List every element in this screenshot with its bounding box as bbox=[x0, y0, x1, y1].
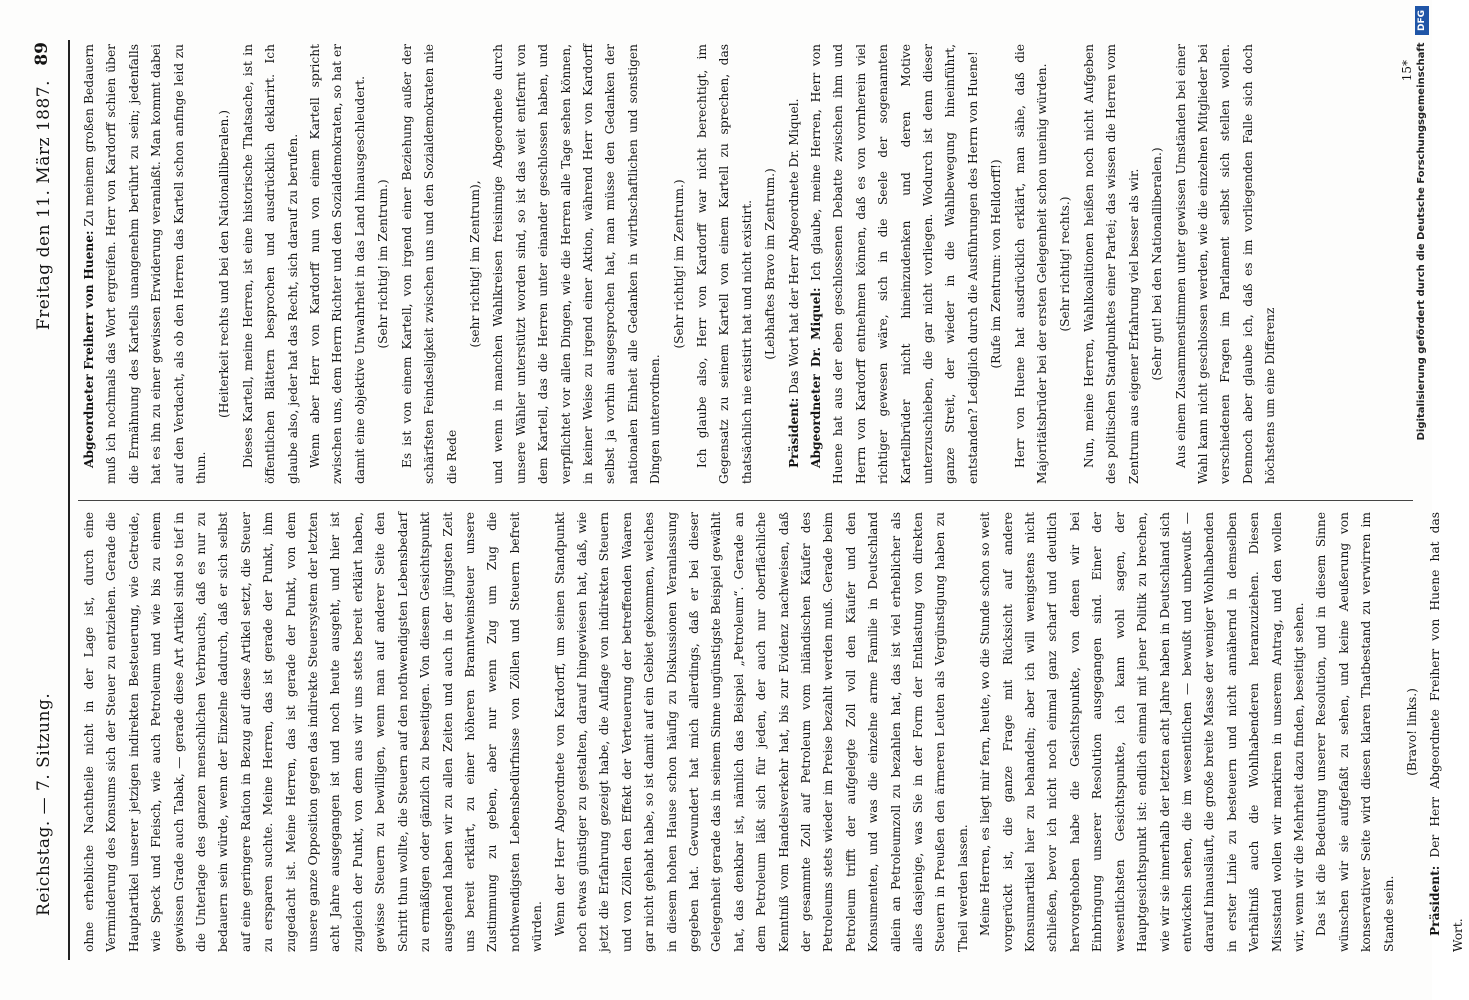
speaker-name: Präsident: bbox=[1428, 865, 1443, 936]
interjection bbox=[464, 44, 486, 484]
paragraph bbox=[396, 44, 463, 484]
digitization-credit bbox=[1412, 6, 1432, 994]
paragraph-text: Wenn aber Herr von Kardorff nun von einem Kartell spricht zwischen uns, dem Herrn Richter und den Sozialdemokraten, so hat er damit eine objektive Unwahrheit in das Land hinausgeschleudert. bbox=[308, 44, 367, 484]
signature-mark: 15* bbox=[1400, 60, 1414, 82]
interjection bbox=[985, 44, 1007, 484]
header-date: Freitag den 11. März 1887. bbox=[34, 80, 54, 331]
paragraph-text: Zu meinem großen Bedauern muß ich nochmals das Wort ergreifen. Herr von Kardorff schien über die Ermähnung des Kartells unangenehm berührt zu sein; jedenfalls hat es ihn zu einer gewissen Erwiderung veranlaßt. Man kommt dabei auf den Verdacht, als ob den Herren das Kartell schon anfinge leid zu thun. bbox=[82, 43, 209, 484]
left-column bbox=[78, 511, 1465, 952]
paragraph-text: Das ist die Bedeutung unserer Resolution, und in diesem Sinne wünschen wir sie aufgefaßt zu sehen, und keine Aeußerung von konservativer Seite wird diesen klaren Thatbestand zu verwirren im Stande sein. bbox=[1314, 512, 1396, 952]
credit-text: Digitalisierung gefördert durch die Deutsche Forschungsgemeinschaft bbox=[1416, 42, 1427, 441]
interjection bbox=[668, 44, 690, 484]
paragraph-text: (Sehr gut! bei den Nationalliberalen.) bbox=[1150, 147, 1165, 381]
paragraph-text: Der Herr Abgeordnete Freiherr von Huene hat das Wort. bbox=[1428, 512, 1465, 952]
interjection bbox=[1146, 44, 1168, 484]
paragraph bbox=[487, 44, 666, 484]
interjection bbox=[213, 44, 235, 484]
paragraph-text: Wenn der Herr Abgeordnete von Kardorff, um seinen Standpunkt noch etwas günstiger zu gestalten, darauf hingewiesen hat, daß, wie jetzt die Erfahrung gezeigt habe, die Auflage von indirekten Steuern und von Zöllen den Effekt der Verteuerung der betreffenden Waaren gar nicht gehabt habe, so ist damit auf ein Gebiet gekommen, welches in diesem hohen Hause schon häufig zu Diskussionen Veranlassung gegeben hat. Gewundert hat mich allerdings, daß er bei dieser Gelegenheit gerade das in seinem Sinne ungünstigste Beispiel gewählt hat, das denkbar ist, nämlich das Beispiel „Petroleum“. Gerade an dem Petroleum läßt sich für jeden, der auch nur oberflächliche Kenntniß vom Handelsverkehr hat, bis zur Evidenz nachweisen, daß der gesammte Zoll auf Petroleum vom inländischen Käufer des Petroleums stets wieder im Preise bezahlt werden muß. Gerade beim Petroleum trifft der aufgelegte Zoll voll den Käufer und den Konsumenten, und was die einzelne arme Familie in Deutschland allein an Petroleumzoll zu bezahlen hat, das ist viel erheblicher als alles dasjenige, was Sie in der Form der Entlastung von direkten Steuern in Preußen den ärmeren Leuten als Vergünstigung haben zu Theil werden lassen. bbox=[552, 511, 970, 952]
paragraph bbox=[1009, 44, 1054, 484]
paragraph-text: (Rufe im Zentrum: von Helldorff!) bbox=[989, 159, 1004, 369]
paragraph-text: Aus einem Zusammenstimmen unter gewissen Umständen bei einer Wahl kann nicht geschlossen werden, wie die einzelnen Mitglieder bei verschiedenen Fragen im Parlament selbst sich stellen wollen. Dennoch aber glaube ich, daß es im vorliegenden Falle sich doch höchstens um eine Differenz bbox=[1173, 44, 1278, 484]
paragraph bbox=[237, 44, 304, 484]
paragraph bbox=[783, 44, 805, 484]
paragraph bbox=[1310, 512, 1400, 952]
paragraph bbox=[691, 44, 758, 484]
paragraph-text: (Heiterkeit rechts und bei den Nationalliberalen.) bbox=[217, 110, 232, 418]
paragraph bbox=[974, 512, 1310, 952]
paragraph-text: (Bravo! links.) bbox=[1404, 688, 1419, 776]
paragraph-text: (Lebhaftes Bravo im Zentrum.) bbox=[763, 168, 778, 360]
interjection bbox=[372, 44, 394, 484]
column-divider bbox=[78, 500, 1413, 501]
paragraph-text: und wenn in manchen Wahlkreisen freisinnige Abgeordnete durch unsere Wähler unterstützt worden sind, so ist das weit entfernt von dem Kartell, das die Herren unter einander geschlossen haben, und verpflichtet vor allen Dingen, wie die Herren alle Tage sehen können, in keiner Weise zu irgend einer Aktion, während Herr von Kardorff selbst ja vorhin ausgesprochen hat, man müsse den Gedanken der nationalen Einheit alle Gedanken in wirthschaftlichen und sonstigen Dingen unterordnen. bbox=[491, 44, 663, 484]
paragraph-text: Das Wort hat der Herr Abgeordnete Dr. Miquel. bbox=[786, 98, 801, 394]
paragraph-text: Herr von Huene hat ausdrücklich erklärt, man sähe, daß die Majoritätsbrüder bei der ersten Gelegenheit schon uneinig würden. bbox=[1012, 44, 1050, 484]
dfg-logo: DFG bbox=[1415, 6, 1429, 35]
paragraph-text: Meine Herren, es liegt mir fern, heute, wo die Stunde schon so weit vorgerückt ist, die ganze Frage mit Rücksicht auf andere Konsumartikel hier zu behandeln; aber ich will wenigstens nicht schließen, bevor ich nicht noch einmal ganz scharf und deutlich hervorgehoben habe die Gesichtspunkte, von denen wir bei Einbringung unserer Resolution ausgegangen sind. Einer der wesentlichsten Gesichtspunkte, ich kann wohl sagen, der Hauptgesichtspunkt ist: endlich einmal mit jener Politik zu brechen, wie wir sie innerhalb der letzten acht Jahre haben in Deutschland sich entwickeln sehen, die im wesentlichen — bewußt und unbewußt — darauf hinausläuft, die große breite Masse der weniger Wohlhabenden in erster Linie zu besteuern und nicht annähernd in demselben Verhältniß auch die Wohlhabenderen heranzuziehen. Diesen Missstand wollen wir markiren in unserem Antrag, und den wollen wir, wenn wir die Mehrheit dazu finden, beseitigt sehen. bbox=[978, 512, 1306, 952]
page-number: 89 bbox=[32, 42, 52, 66]
header-session: Reichstag. — 7. Sitzung. bbox=[34, 692, 54, 916]
speaker-name: Abgeordneter Freiherr von Huene: bbox=[82, 230, 96, 468]
paragraph bbox=[549, 512, 975, 952]
paragraph-text: Ich glaube also, Herr von Kardorff war nicht berechtigt, im Gegensatz zu seinem Kartell von einem Kartell zu sprechen, das thatsächlich nie existirt hat und nicht existirt. bbox=[694, 44, 754, 484]
speaker-name: Abgeordneter Dr. Miquel: bbox=[809, 287, 823, 468]
paragraph-text: ohne erhebliche Nachtheile nicht in der Lage ist, durch eine Verminderung des Konsums sich der Steuer zu entziehen. Gerade die Hauptartikel unserer jetzigen indirekten Besteuerung, wie Getreide, wie Speck und Fleisch, wie auch Petroleum und wie bis zu einem gewissen Grade auch Tabak, — gerade diese Art Artikel sind so tief in die Unterlage des ganzen menschlichen Verbrauchs, daß es nur zu bedauern sein würde, wenn der Einzelne dadurch, daß er sich selbst auf eine geringere Ration in Bezug auf diese Artikel setzt, die Steuer zu ersparen suchte. Meine Herren, das ist gerade der Punkt, ihm zugedacht ist. Meine Herren, das ist gerade der Punkt, von dem unsere ganze Opposition gegen das indirekte Steuersystem der letzten acht Jahre ausgegangen ist und noch heute ausgeht, und hier ist zugleich der Punkt, von dem aus wir uns stets bereit erklärt haben, gewisse Steuern zu bewilligen, wenn man auf anderer Seite den Schritt thun wollte, die Steuern auf den nothwendigsten Lebensbedarf zu ermäßigen oder gänzlich zu beseitigen. Von diesem Gesichtspunkt ausgehend haben wir zu allen Zeiten und auch in der jüngsten Zeit uns bereit erklärt, zu einer höheren Branntweinsteuer unsere Zustimmung zu geben, aber nur wenn Zug um Zug die nothwendigsten Lebensbedürfnisse von Zöllen und Steuern befreit würden. bbox=[82, 512, 545, 952]
paragraph-text: Es ist von einem Kartell, von irgend einer Beziehung außer der schärfsten Feindseligkeit zwischen uns und den Sozialdemokraten nie die Rede bbox=[399, 44, 459, 484]
paragraph-text: (Sehr richtig! rechts.) bbox=[1058, 196, 1073, 332]
paragraph-text: (Sehr richtig! im Zentrum.) bbox=[376, 179, 391, 349]
interjection bbox=[759, 44, 781, 484]
interjection bbox=[1054, 44, 1076, 484]
paragraph bbox=[304, 44, 371, 484]
paragraph-text: Nun, meine Herren, Wahlkoalitionen heißen noch nicht Aufgeben des politischen Standpunktes einer Partei; das wissen die Herren vom Zentrum aus eigener Erfahrung viel besser als wir. bbox=[1081, 44, 1141, 484]
paragraph bbox=[1078, 44, 1145, 484]
paragraph-text: (Sehr richtig! im Zentrum.) bbox=[671, 179, 686, 349]
page-header bbox=[28, 40, 70, 960]
paragraph bbox=[78, 44, 212, 484]
speaker-name: Präsident: bbox=[786, 397, 801, 468]
paragraph bbox=[1170, 44, 1282, 484]
paragraph-text: Dieses Kartell, meine Herren, ist eine historische Thatsache, ist in öffentlichen Blättern besprochen und ausdrücklich deklarirt. Ich glaube also, jeder hat das Recht, sich darauf zu berufen. bbox=[240, 44, 300, 484]
right-column bbox=[78, 44, 1413, 484]
paragraph bbox=[78, 512, 549, 952]
paragraph-text: Ich glaube, meine Herren, Herr von Huene hat aus der eben geschlossenen Debatte zwischen ihm und Herrn von Kardorff entnehmen können, daß es von vornherein viel richtiger gewesen wäre, sich in die Seele der sogenannten Kartellbrüder nicht hineinzudenken und deren Motive unterzuschieben, die gar nicht vorliegen. Wodurch ist denn dieser ganze Streit, der wieder in die Wahlbewegung hineinführt, entstanden? Lediglich durch die Ausführungen des Herrn von Huene! bbox=[809, 44, 980, 484]
paragraph-text: (sehr richtig! im Zentrum), bbox=[467, 180, 482, 348]
paragraph bbox=[805, 44, 984, 484]
